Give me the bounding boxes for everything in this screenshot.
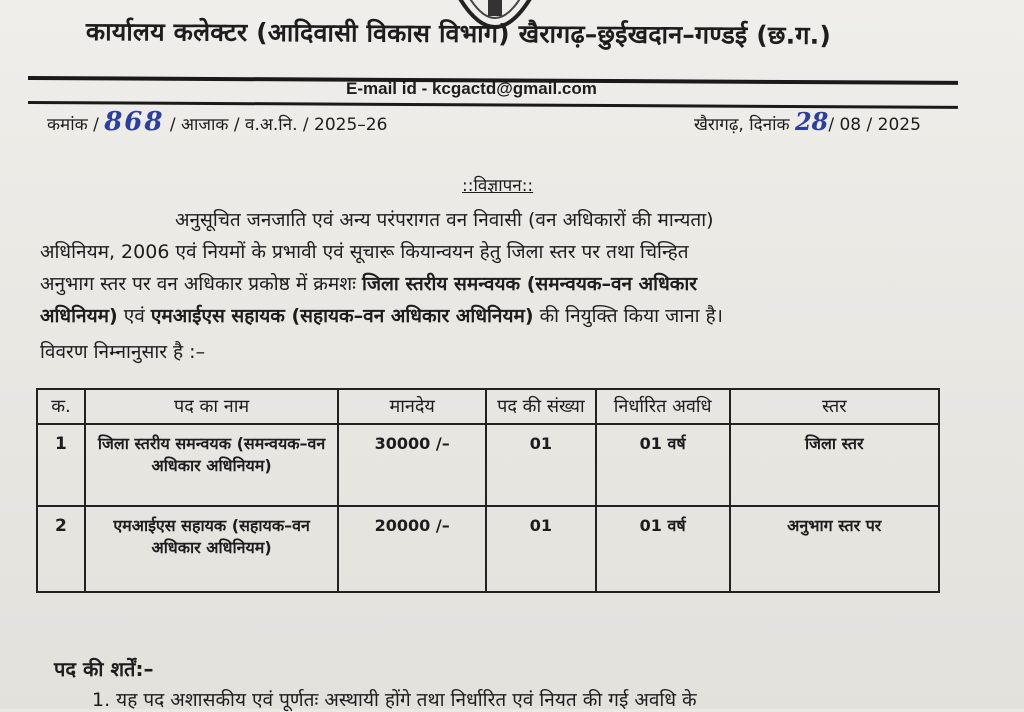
header-duration: निर्धारित अवधि [596, 389, 730, 424]
body-line-5: विवरण निम्नानुसार है :– [40, 341, 206, 363]
conditions-heading: पद की शर्तें:– [54, 657, 154, 681]
posts-table [36, 388, 940, 593]
body-line-3-bold: जिला स्तरीय समन्वयक (समन्वयक–वन अधिकार [362, 273, 698, 295]
row-count: 01 [486, 424, 596, 506]
header-honorarium: मानदेय [338, 389, 486, 424]
row-duration: 01 वर्ष [596, 506, 730, 592]
row-post: एमआईएस सहायक (सहायक–वन अधिकार अधिनियम) [85, 506, 338, 592]
header-level: स्तर [730, 389, 940, 424]
header-count: पद की संख्या [486, 389, 596, 424]
reference-number [47, 107, 387, 137]
table-row [37, 506, 939, 592]
email-line [346, 79, 597, 99]
table-row [37, 424, 939, 506]
email-address: kcgactd@gmail.com [431, 79, 597, 98]
row-level: जिला स्तर [730, 424, 940, 506]
notice-heading: ::विज्ञापन:: [462, 176, 534, 196]
row-duration: 01 वर्ष [596, 424, 730, 506]
row-honorarium: 20000 /– [338, 506, 486, 592]
handwritten-number: 868 [104, 107, 165, 137]
row-level: अनुभाग स्तर पर [730, 506, 940, 592]
body-line-1: अनुसूचित जनजाति एवं अन्य परंपरागत वन निवासी (वन अधिकारों की मान्यता) [175, 209, 714, 231]
reference-prefix: कमांक / [47, 115, 99, 135]
email-label: E-mail id - [346, 79, 428, 98]
body-line-3-text: अनुभाग स्तर पर वन अधिकार प्रकोष्ठ में क्रमशः [40, 273, 356, 295]
body-line-4 [40, 302, 723, 328]
date-line [694, 107, 921, 136]
office-title: कार्यालय कलेक्टर (आदिवासी विकास विभाग) खैरागढ़–छुईखदान–गण्डई (छ.ग.) [85, 16, 832, 50]
month-year: / 08 / 2025 [828, 115, 921, 135]
row-honorarium: 30000 /– [338, 424, 486, 506]
table-header-row [37, 389, 939, 424]
body-line-4-end: की नियुक्ति किया जाना है। [539, 305, 723, 327]
row-sr: 2 [37, 506, 85, 592]
row-post: जिला स्तरीय समन्वयक (समन्वयक–वन अधिकार अधिनियम) [85, 424, 338, 506]
header-sr: क. [37, 389, 85, 424]
row-count: 01 [486, 506, 596, 592]
body-line-2: अधिनियम, 2006 एवं नियमों के प्रभावी एवं सूचारू कियान्वयन हेतु जिला स्तर पर तथा चिन्हित [40, 241, 689, 263]
body-line-3 [40, 270, 697, 296]
header-post: पद का नाम [85, 389, 338, 424]
place-date-label: खैरागढ़, दिनांक [694, 115, 790, 135]
body-line-4-bold: अधिनियम) [40, 305, 118, 327]
reference-suffix: / आजाक / व.अ.नि. / 2025–26 [169, 115, 388, 135]
handwritten-day: 28 [794, 107, 829, 136]
body-line-4-mid: एवं [123, 305, 145, 327]
row-sr: 1 [37, 424, 85, 506]
body-line-4-bold2: एमआईएस सहायक (सहायक–वन अधिकार अधिनियम) [150, 305, 534, 327]
condition-item-1: 1. यह पद अशासकीय एवं पूर्णतः अस्थायी होंगे तथा निर्धारित एवं नियत की गई अवधि के [92, 689, 697, 711]
